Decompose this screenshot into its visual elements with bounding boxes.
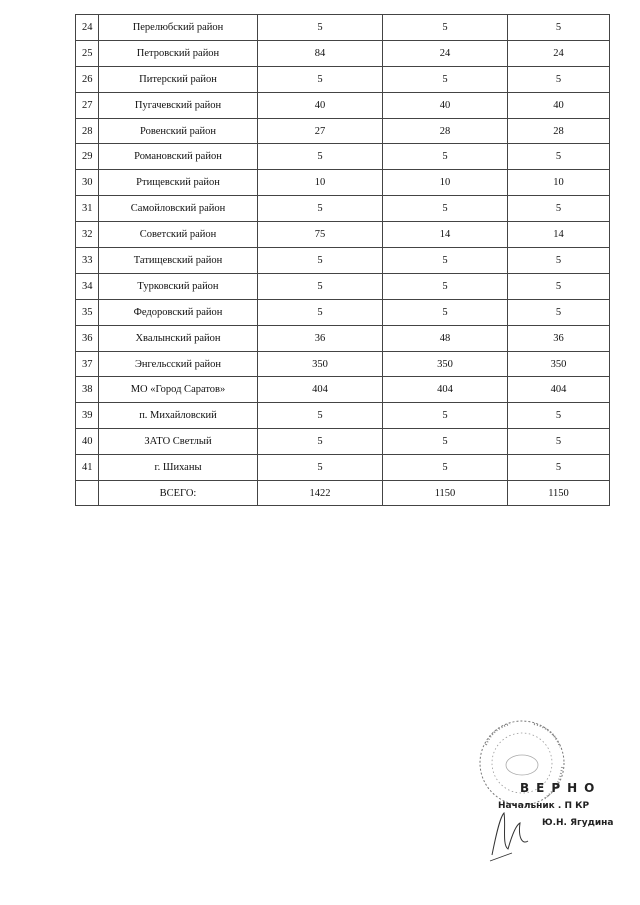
row-number: 28	[76, 118, 99, 144]
value-2: 24	[383, 40, 508, 66]
district-name: ЗАТО Светлый	[99, 429, 258, 455]
total-row	[76, 481, 610, 506]
value-1: 5	[258, 299, 383, 325]
table-row	[76, 222, 610, 248]
value-1: 10	[258, 170, 383, 196]
district-name: Советский район	[99, 222, 258, 248]
district-name: Турковский район	[99, 273, 258, 299]
district-name: г. Шиханы	[99, 455, 258, 481]
value-2: 48	[383, 325, 508, 351]
table-row	[76, 273, 610, 299]
value-2: 5	[383, 66, 508, 92]
total-value-1: 1422	[258, 481, 383, 506]
table-row	[76, 92, 610, 118]
value-1: 84	[258, 40, 383, 66]
value-1: 5	[258, 144, 383, 170]
table-row	[76, 403, 610, 429]
district-name: Пугачевский район	[99, 92, 258, 118]
district-name: Романовский район	[99, 144, 258, 170]
value-2: 5	[383, 196, 508, 222]
value-1: 27	[258, 118, 383, 144]
certifier-name: Ю.Н. Ягудина	[542, 818, 614, 828]
certifier-position: Начальник . П КР	[498, 801, 590, 811]
district-name: Питерский район	[99, 66, 258, 92]
value-1: 75	[258, 222, 383, 248]
row-number: 27	[76, 92, 99, 118]
value-3: 5	[508, 403, 610, 429]
round-seal-icon	[462, 715, 582, 815]
row-number: 35	[76, 299, 99, 325]
value-2: 5	[383, 15, 508, 41]
table-row	[76, 66, 610, 92]
value-1: 40	[258, 92, 383, 118]
table-row	[76, 325, 610, 351]
value-1: 5	[258, 248, 383, 274]
value-1: 5	[258, 66, 383, 92]
value-3: 14	[508, 222, 610, 248]
table-row	[76, 248, 610, 274]
value-3: 24	[508, 40, 610, 66]
table-row	[76, 40, 610, 66]
value-2: 5	[383, 403, 508, 429]
value-3: 350	[508, 351, 610, 377]
row-number: 36	[76, 325, 99, 351]
table-row	[76, 299, 610, 325]
value-1: 404	[258, 377, 383, 403]
row-number: 32	[76, 222, 99, 248]
district-name: Татищевский район	[99, 248, 258, 274]
total-label: ВСЕГО:	[99, 481, 258, 506]
table-row	[76, 455, 610, 481]
row-number: 31	[76, 196, 99, 222]
district-name: Ртищевский район	[99, 170, 258, 196]
total-value-2: 1150	[383, 481, 508, 506]
district-table-container	[75, 14, 609, 506]
verno-text: ВЕРНО	[520, 781, 602, 795]
district-name: Самойловский район	[99, 196, 258, 222]
row-number: 38	[76, 377, 99, 403]
value-3: 5	[508, 15, 610, 41]
total-value-3: 1150	[508, 481, 610, 506]
district-name: Перелюбский район	[99, 15, 258, 41]
value-2: 28	[383, 118, 508, 144]
row-number: 25	[76, 40, 99, 66]
value-2: 350	[383, 351, 508, 377]
table-row	[76, 170, 610, 196]
value-3: 5	[508, 248, 610, 274]
value-3: 5	[508, 299, 610, 325]
row-number: 41	[76, 455, 99, 481]
district-name: Петровский район	[99, 40, 258, 66]
value-3: 10	[508, 170, 610, 196]
row-number: 24	[76, 15, 99, 41]
value-3: 5	[508, 273, 610, 299]
value-1: 5	[258, 429, 383, 455]
total-num-cell	[76, 481, 99, 506]
value-2: 5	[383, 455, 508, 481]
row-number: 33	[76, 248, 99, 274]
value-1: 5	[258, 196, 383, 222]
table-row	[76, 196, 610, 222]
value-1: 350	[258, 351, 383, 377]
value-3: 5	[508, 429, 610, 455]
value-2: 5	[383, 273, 508, 299]
row-number: 40	[76, 429, 99, 455]
value-3: 36	[508, 325, 610, 351]
value-2: 5	[383, 429, 508, 455]
district-name: МО «Город Саратов»	[99, 377, 258, 403]
value-1: 5	[258, 273, 383, 299]
row-number: 29	[76, 144, 99, 170]
district-name: Федоровский район	[99, 299, 258, 325]
table-body	[76, 15, 610, 481]
district-table	[75, 14, 610, 506]
value-3: 5	[508, 66, 610, 92]
district-name: Энгельсский район	[99, 351, 258, 377]
row-number: 26	[76, 66, 99, 92]
value-3: 5	[508, 144, 610, 170]
table-row	[76, 118, 610, 144]
table-row	[76, 377, 610, 403]
value-2: 5	[383, 248, 508, 274]
row-number: 39	[76, 403, 99, 429]
value-3: 404	[508, 377, 610, 403]
value-2: 5	[383, 299, 508, 325]
value-3: 5	[508, 455, 610, 481]
value-2: 14	[383, 222, 508, 248]
table-row	[76, 429, 610, 455]
table-row	[76, 15, 610, 41]
value-3: 28	[508, 118, 610, 144]
value-2: 404	[383, 377, 508, 403]
value-3: 5	[508, 196, 610, 222]
district-name: п. Михайловский	[99, 403, 258, 429]
value-1: 36	[258, 325, 383, 351]
table-row	[76, 144, 610, 170]
district-name: Ровенский район	[99, 118, 258, 144]
certification-stamp	[462, 715, 622, 865]
value-2: 5	[383, 144, 508, 170]
handwritten-signature-icon	[482, 805, 552, 865]
row-number: 30	[76, 170, 99, 196]
value-2: 40	[383, 92, 508, 118]
value-3: 40	[508, 92, 610, 118]
value-1: 5	[258, 455, 383, 481]
row-number: 34	[76, 273, 99, 299]
value-2: 10	[383, 170, 508, 196]
district-name: Хвалынский район	[99, 325, 258, 351]
table-row	[76, 351, 610, 377]
value-1: 5	[258, 403, 383, 429]
row-number: 37	[76, 351, 99, 377]
value-1: 5	[258, 15, 383, 41]
